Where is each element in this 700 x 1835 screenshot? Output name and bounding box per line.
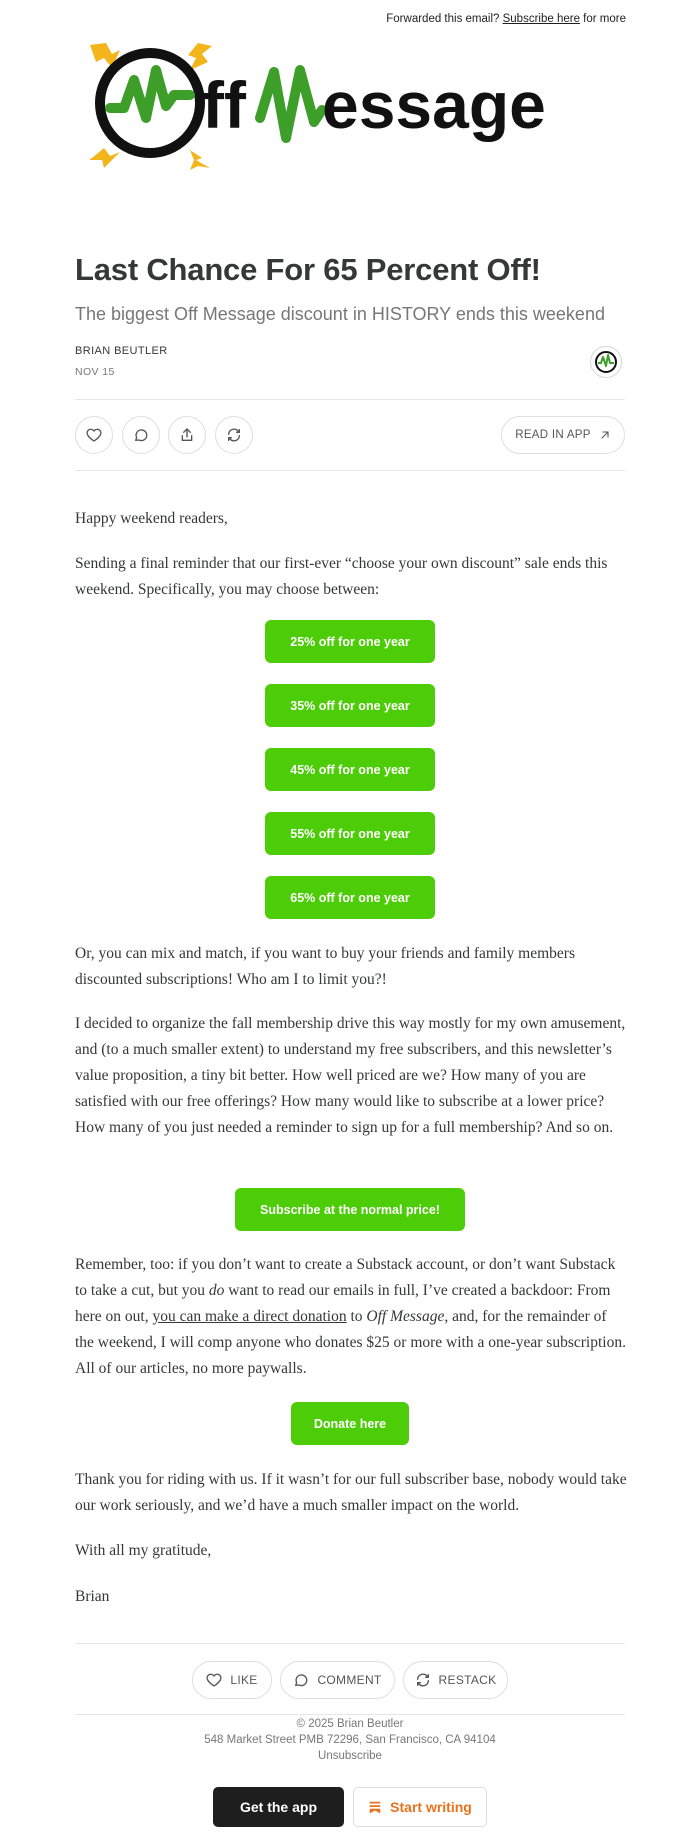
donation-text-b: want to read our emails in full, I’ve created a backdoor: From here on out,: [75, 1282, 611, 1325]
comment-pill-button[interactable]: [280, 1661, 395, 1699]
paragraph-intro: Sending a final reminder that our first-ever “choose your own discount” sale ends this weekend. Specifically, you may choose between:: [75, 555, 608, 598]
divider: [75, 1714, 625, 1715]
forward-notice: [386, 13, 626, 25]
read-in-app-label: READ IN APP: [515, 429, 591, 441]
forward-prefix: Forwarded this email?: [386, 13, 500, 25]
post-date: NOV 15: [75, 366, 115, 378]
donation-text-a: Remember, too: if you don’t want to create a Substack account, or don’t want Substack to take a cut, but you: [75, 1256, 616, 1299]
like-pill-button[interactable]: [192, 1661, 272, 1699]
get-the-app-button[interactable]: Get the app: [213, 1787, 344, 1827]
restack-icon: [226, 427, 242, 443]
paragraph-greeting: Happy weekend readers,: [75, 510, 228, 527]
share-icon: [179, 427, 195, 443]
divider: [75, 399, 625, 400]
restack-pill-button[interactable]: [403, 1661, 508, 1699]
read-in-app-button[interactable]: [501, 416, 625, 454]
discount-button-45[interactable]: 45% off for one year: [265, 748, 435, 791]
direct-donation-link[interactable]: you can make a direct donation: [152, 1308, 347, 1325]
heart-icon: [86, 427, 102, 443]
share-button[interactable]: [168, 416, 206, 454]
donate-here-button[interactable]: Donate here: [291, 1402, 409, 1445]
restack-label: RESTACK: [438, 1673, 497, 1687]
comment-icon: [133, 427, 149, 443]
off-message-logo[interactable]: [90, 40, 610, 200]
discount-button-35[interactable]: 35% off for one year: [265, 684, 435, 727]
comment-button[interactable]: [122, 416, 160, 454]
paragraph-gratitude: With all my gratitude,: [75, 1542, 212, 1559]
paragraph-membership-drive: I decided to organize the fall membership drive this way mostly for my own amusement, and (to a much smaller extent) to understand my free subscribers, and this newsletter’s value proposition, a tiny bit better. How well priced are we? How many of you are satisfied with our free offerings? How many would like to subscribe at a lower price? How many of you just needed a reminder to sign up for a full membership? And so on.: [75, 1015, 626, 1136]
publication-avatar[interactable]: [590, 346, 622, 378]
forward-suffix: for more: [583, 13, 626, 25]
like-label: LIKE: [230, 1673, 258, 1687]
unsubscribe-link[interactable]: Unsubscribe: [318, 1750, 382, 1762]
donation-text-c: to: [346, 1308, 367, 1325]
heart-icon: [206, 1672, 222, 1688]
donation-text-do: do: [208, 1282, 225, 1299]
logo-text-ff: ff: [202, 68, 246, 142]
footer-address: 548 Market Street PMB 72296, San Francisco, CA 94104: [204, 1734, 496, 1746]
author-name[interactable]: BRIAN BEUTLER: [75, 345, 168, 357]
arrow-up-right-icon: [599, 429, 611, 441]
discount-button-55[interactable]: 55% off for one year: [265, 812, 435, 855]
comment-label: COMMENT: [317, 1673, 382, 1687]
start-writing-label: Start writing: [390, 1799, 472, 1815]
post-title: Last Chance For 65 Percent Off!: [75, 252, 541, 287]
avatar-logo-icon: [591, 347, 621, 377]
restack-icon: [415, 1672, 431, 1688]
subscribe-here-link[interactable]: Subscribe here: [502, 13, 580, 25]
donation-text-d: , and, for the remainder of the weekend, I will comp anyone who donates $25 or more with a one-year subscription. All of our articles, no more paywalls.: [75, 1308, 626, 1377]
restack-button[interactable]: [215, 416, 253, 454]
divider: [75, 470, 625, 471]
paragraph-mix-match: Or, you can mix and match, if you want to buy your friends and family members discounted subscriptions! Who am I to limit you?!: [75, 945, 575, 988]
discount-button-25[interactable]: 25% off for one year: [265, 620, 435, 663]
footer-copyright: © 2025 Brian Beutler: [296, 1718, 404, 1730]
like-button[interactable]: [75, 416, 113, 454]
comment-icon: [293, 1672, 309, 1688]
subscribe-normal-price-button[interactable]: Subscribe at the normal price!: [235, 1188, 465, 1231]
start-writing-button[interactable]: [353, 1787, 487, 1827]
logo-text-essage: essage: [322, 68, 546, 142]
paragraph-thanks: Thank you for riding with us. If it wasn’t for our full subscriber base, nobody would take our work seriously, and we’d have a much smaller impact on the world.: [75, 1471, 627, 1514]
paragraph-signature: Brian: [75, 1588, 110, 1605]
discount-button-65[interactable]: 65% off for one year: [265, 876, 435, 919]
post-subtitle: The biggest Off Message discount in HISTORY ends this weekend: [75, 304, 605, 324]
divider: [75, 1643, 625, 1644]
donation-text-off-message: Off Message: [366, 1308, 445, 1325]
substack-icon: [368, 1800, 382, 1814]
paragraph-donation: [75, 1252, 627, 1382]
